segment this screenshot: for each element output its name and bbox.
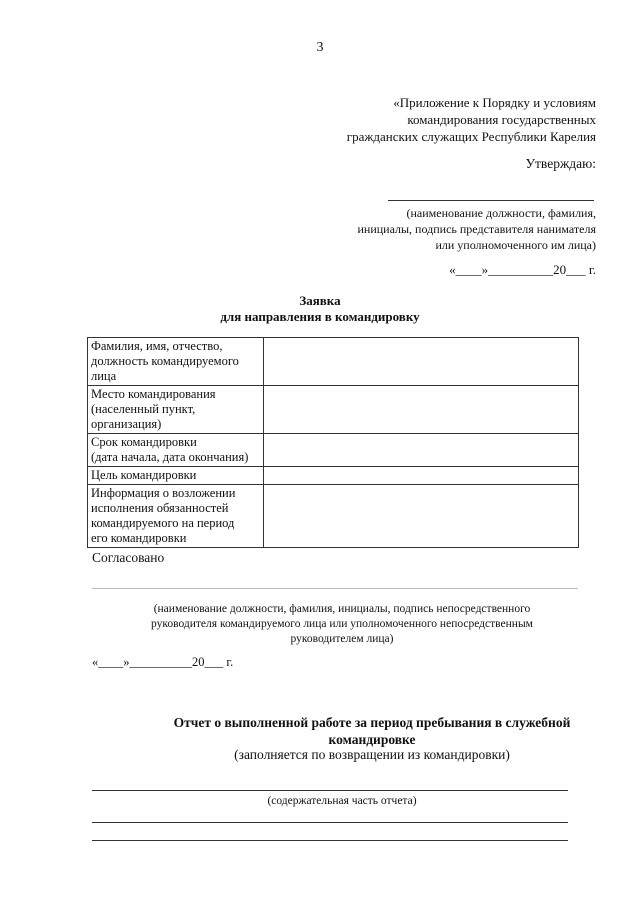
- caption-line: инициалы, подпись представителя нанимателя: [357, 222, 596, 236]
- title-line: Заявка: [299, 293, 341, 308]
- label-line: исполнения обязанностей: [91, 501, 229, 515]
- approve-label: Утверждаю:: [525, 156, 596, 171]
- label-line: должность командируемого: [91, 354, 239, 368]
- caption-line: (наименование должности, фамилия,: [406, 206, 596, 220]
- row-label: [88, 467, 264, 485]
- label-line: Цель командировки: [91, 468, 197, 482]
- report-content-line[interactable]: [92, 822, 568, 823]
- appendix-line: «Приложение к Порядку и условиям: [393, 95, 596, 110]
- report-content-line[interactable]: [92, 840, 568, 841]
- caption-line: руководителем лица): [290, 633, 394, 645]
- approver-signature-line[interactable]: [388, 200, 594, 201]
- label-line: (населенный пункт,: [91, 402, 196, 416]
- caption-line: или уполномоченного им лица): [435, 238, 596, 252]
- label-line: лица: [91, 369, 117, 383]
- report-title: [92, 714, 640, 748]
- appendix-line: гражданских служащих Республики Карелия: [346, 129, 596, 144]
- report-subtitle: (заполняется по возвращении из командировки): [234, 747, 510, 762]
- destination-field[interactable]: [264, 386, 579, 434]
- label-line: Место командирования: [91, 387, 216, 401]
- duties-assignment-field[interactable]: [264, 485, 579, 548]
- report-content-line[interactable]: [92, 790, 568, 791]
- period-field[interactable]: [264, 434, 579, 467]
- caption-line: (наименование должности, фамилия, инициалы, подпись непосредственного: [153, 603, 531, 615]
- purpose-field[interactable]: [264, 467, 579, 485]
- label-line: Фамилия, имя, отчество,: [91, 339, 223, 353]
- label-line: организация): [91, 417, 162, 431]
- table-row: [88, 485, 579, 548]
- title-line: Отчет о выполненной работе за период пребывания в служебной: [173, 715, 571, 730]
- agreed-caption: [92, 602, 592, 647]
- label-line: (дата начала, дата окончания): [91, 450, 249, 464]
- label-line: Информация о возложении: [91, 486, 236, 500]
- table-row: [88, 338, 579, 386]
- agreed-label: Согласовано: [92, 550, 165, 565]
- page-number: 3: [316, 40, 324, 55]
- report-content-caption: (содержательная часть отчета): [267, 795, 417, 807]
- agreed-date-field[interactable]: «____»__________20___ г.: [92, 655, 234, 669]
- appendix-line: командирования государственных: [407, 112, 596, 127]
- caption-line: руководителя командируемого лица или уполномоченного непосредственным: [151, 618, 533, 630]
- row-label: [88, 485, 264, 548]
- label-line: его командировки: [91, 531, 187, 545]
- row-label: [88, 386, 264, 434]
- table-row: [88, 434, 579, 467]
- title-line: командировке: [328, 732, 416, 747]
- agreed-signature-line[interactable]: [92, 588, 578, 589]
- label-line: Срок командировки: [91, 435, 197, 449]
- fullname-position-field[interactable]: [264, 338, 579, 386]
- approver-caption: [306, 205, 596, 253]
- row-label: [88, 434, 264, 467]
- request-table: [87, 337, 579, 548]
- row-label: [88, 338, 264, 386]
- table-row: [88, 386, 579, 434]
- title-line: для направления в командировку: [220, 309, 420, 324]
- label-line: командируемого на период: [91, 516, 235, 530]
- table-row: [88, 467, 579, 485]
- approval-date-field[interactable]: «____»__________20___ г.: [449, 262, 596, 277]
- request-title: [0, 293, 640, 325]
- appendix-header: [347, 94, 596, 145]
